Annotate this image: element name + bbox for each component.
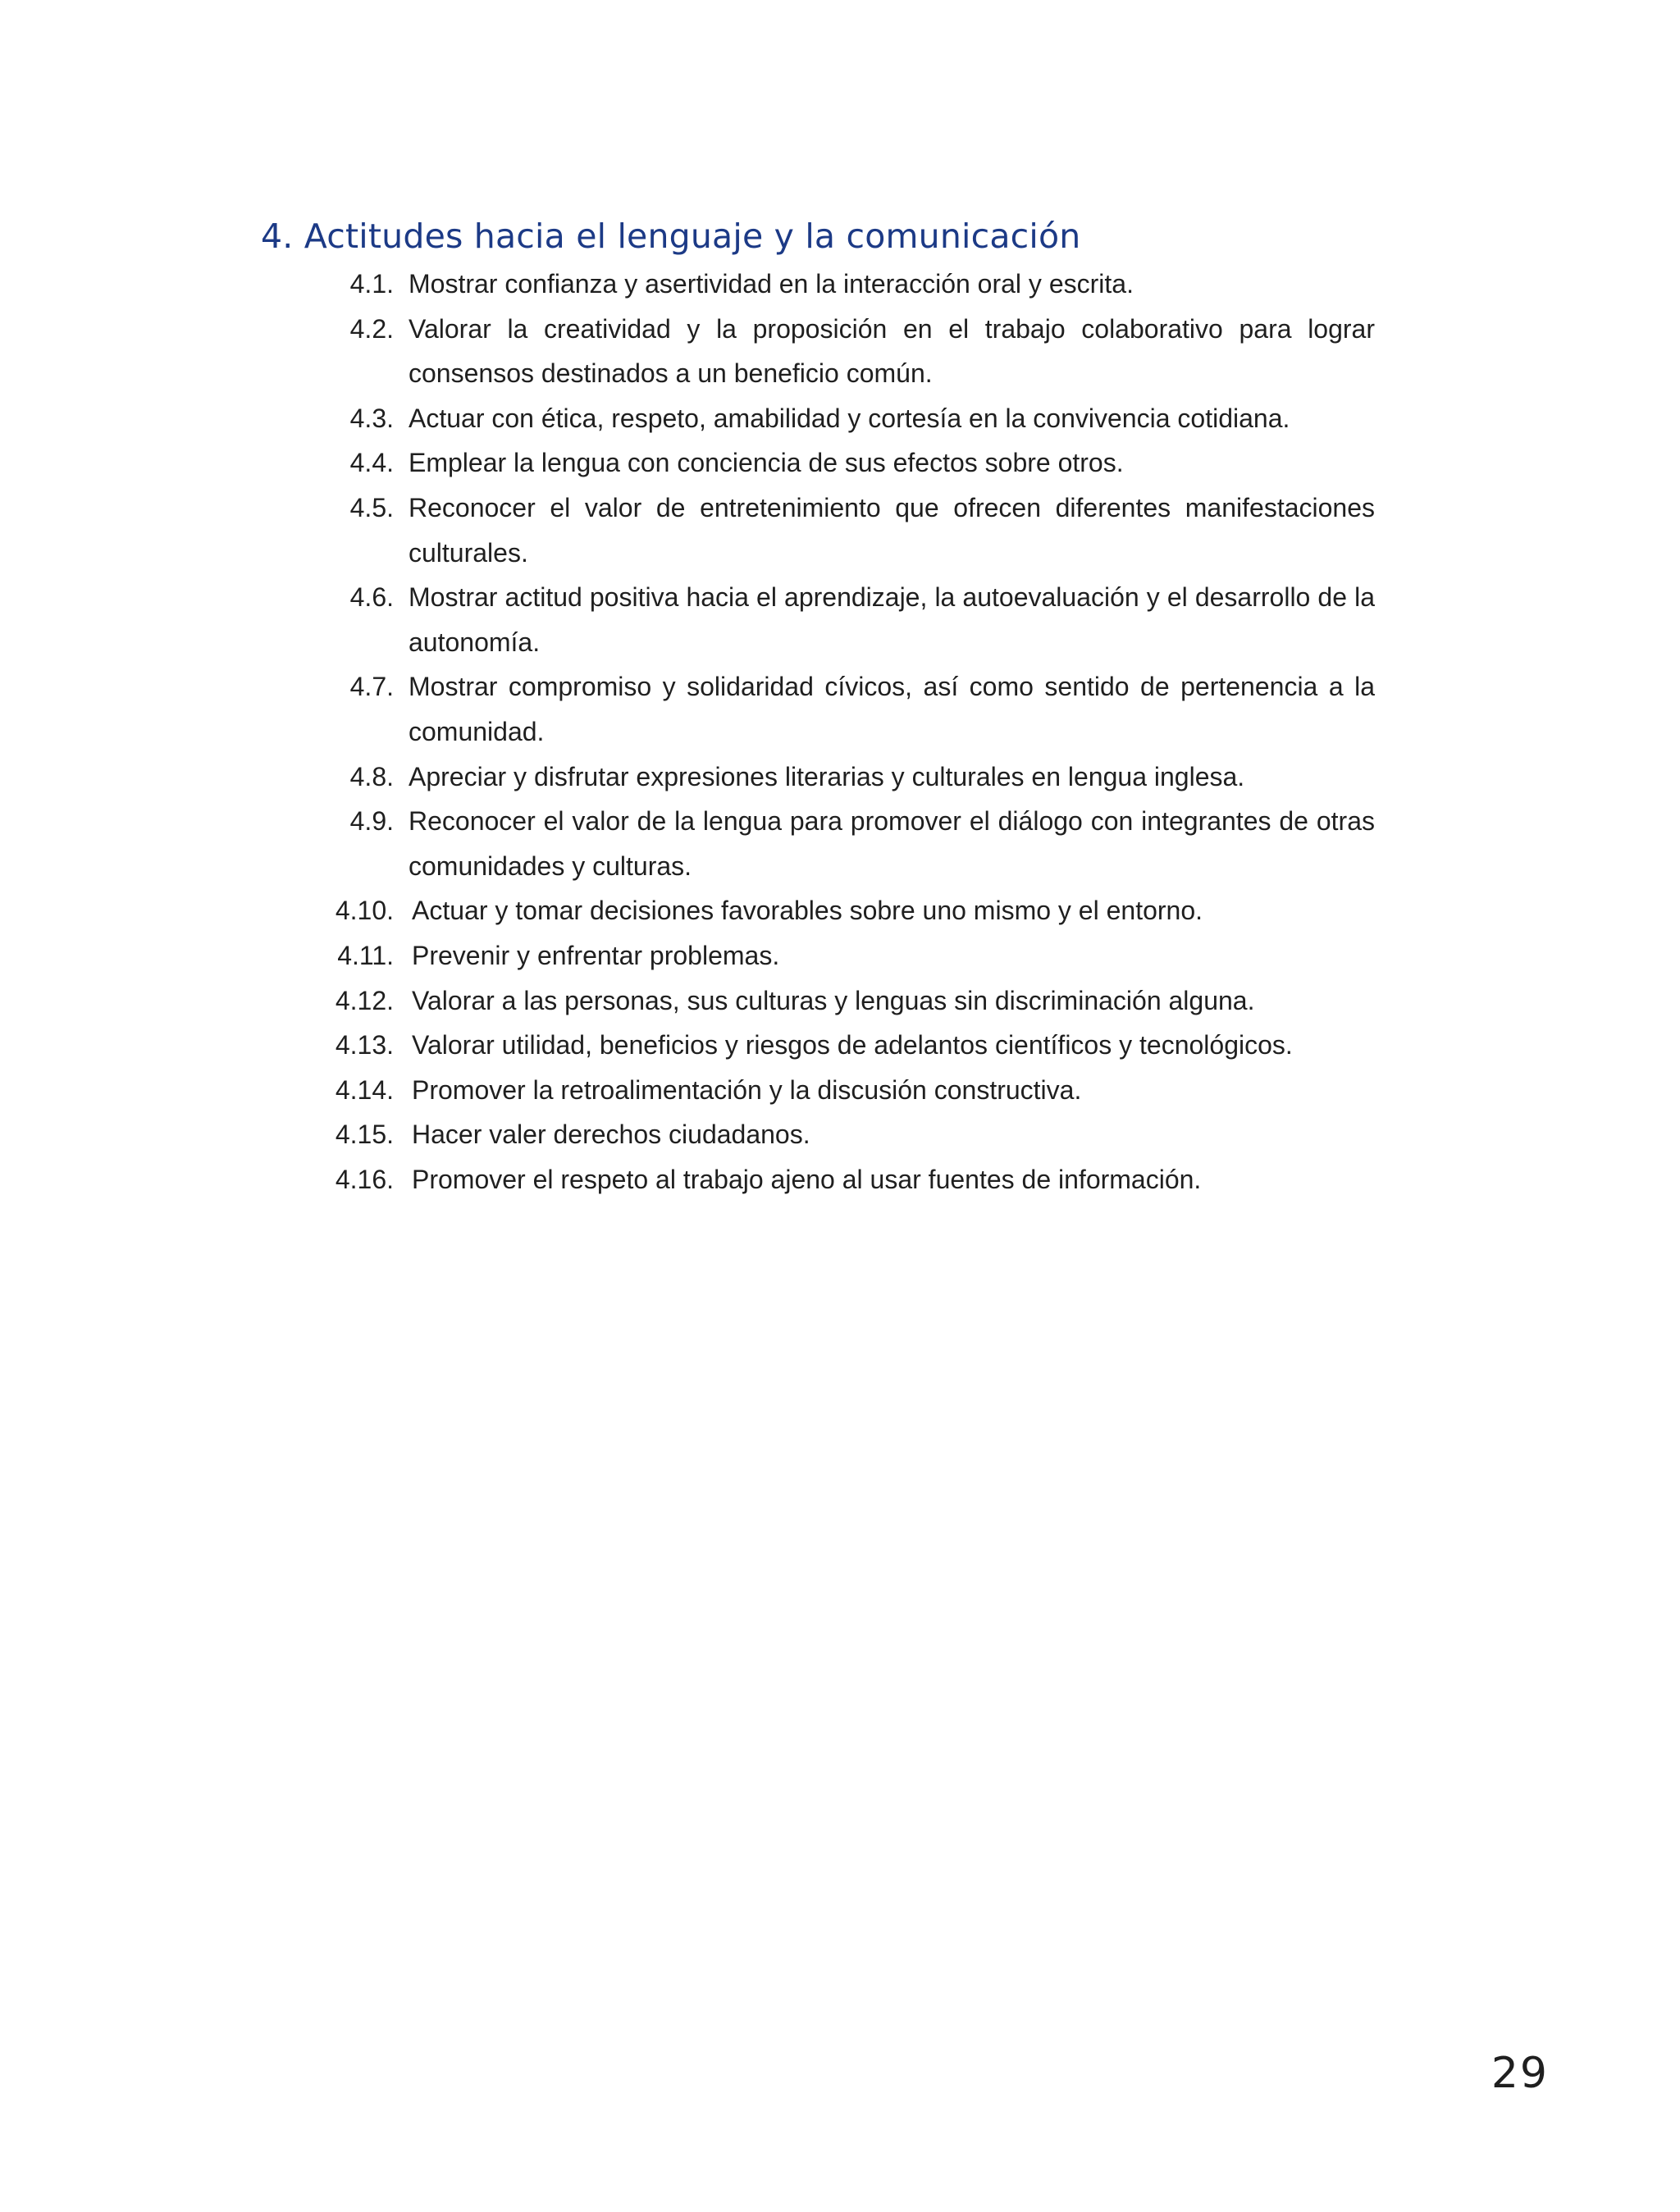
item-number: 4.4.	[349, 448, 394, 478]
item-number: 4.1.	[349, 269, 394, 299]
item-number: 4.12.	[335, 985, 394, 1015]
item-text: Valorar la creatividad y la proposición en el trabajo colaborativo para lograr consensos destinados a un beneficio común.	[409, 313, 1375, 389]
list-item	[0, 664, 1680, 754]
item-text: Promover la retroalimentación y la discusión constructiva.	[412, 1074, 1082, 1105]
item-number: 4.6.	[349, 582, 394, 613]
item-text: Hacer valer derechos ciudadanos.	[412, 1120, 810, 1150]
item-number: 4.16.	[335, 1164, 394, 1194]
item-text: Emplear la lengua con conciencia de sus efectos sobre otros.	[409, 448, 1124, 478]
item-text: Actuar y tomar decisiones favorables sobre uno mismo y el entorno.	[412, 896, 1203, 926]
item-text: Mostrar confianza y asertividad en la interacción oral y escrita.	[409, 269, 1134, 299]
list-item	[0, 1157, 1680, 1202]
item-number: 4.15.	[335, 1120, 394, 1150]
item-text: Reconocer el valor de entretenimiento que ofrecen diferentes manifestaciones culturales.	[409, 492, 1375, 568]
item-number: 4.11.	[337, 940, 394, 970]
list-item	[0, 933, 1680, 978]
item-number: 4.5.	[349, 492, 394, 522]
item-text: Reconocer el valor de la lengua para promover el diálogo con integrantes de otras comunidades y culturas.	[409, 806, 1375, 881]
list-item	[0, 262, 1680, 307]
list-item	[0, 799, 1680, 888]
item-text: Promover el respeto al trabajo ajeno al usar fuentes de información.	[412, 1164, 1202, 1194]
list-item	[0, 307, 1680, 396]
page-number: 29	[1491, 2049, 1549, 2098]
list-item	[0, 486, 1680, 575]
item-number: 4.9.	[349, 806, 394, 837]
list-item	[0, 575, 1680, 664]
list-item	[0, 440, 1680, 486]
list-item	[0, 1023, 1680, 1068]
list-item	[0, 1068, 1680, 1113]
item-text: Valorar a las personas, sus culturas y lenguas sin discriminación alguna.	[412, 985, 1255, 1015]
list-item	[0, 978, 1680, 1024]
item-text: Mostrar compromiso y solidaridad cívicos, así como sentido de pertenencia a la comunidad.	[409, 672, 1375, 746]
item-text: Prevenir y enfrentar problemas.	[412, 940, 780, 970]
item-text: Actuar con ética, respeto, amabilidad y cortesía en la convivencia cotidiana.	[409, 403, 1290, 433]
list-item	[0, 396, 1680, 441]
item-number: 4.14.	[335, 1074, 394, 1105]
item-text: Apreciar y disfrutar expresiones literarias y culturales en lengua inglesa.	[409, 761, 1245, 791]
list-item	[0, 888, 1680, 933]
item-number: 4.7.	[349, 672, 394, 702]
list-item	[0, 1112, 1680, 1157]
list-item	[0, 755, 1680, 800]
item-number: 4.2.	[349, 313, 394, 344]
item-number: 4.10.	[335, 896, 394, 926]
item-number: 4.3.	[349, 403, 394, 433]
item-number: 4.13.	[335, 1030, 394, 1060]
item-number: 4.8.	[349, 761, 394, 791]
attitudes-list	[0, 262, 1680, 1202]
section-title: 4. Actitudes hacia el lenguaje y la comunicación	[261, 217, 1081, 256]
item-text: Valorar utilidad, beneficios y riesgos de adelantos científicos y tecnológicos.	[412, 1030, 1293, 1060]
item-text: Mostrar actitud positiva hacia el aprendizaje, la autoevaluación y el desarrollo de la autonomía.	[409, 582, 1375, 657]
